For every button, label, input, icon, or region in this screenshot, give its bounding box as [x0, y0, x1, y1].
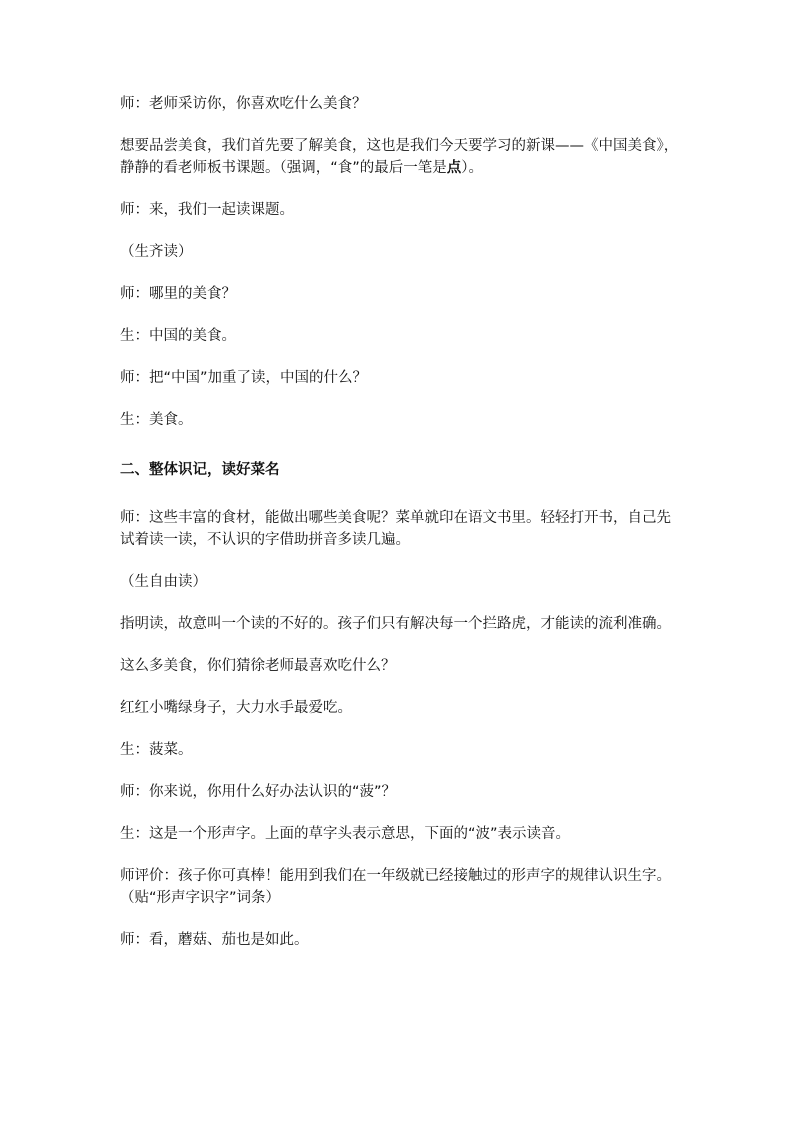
paragraph-tail: ）。 — [461, 160, 484, 176]
paragraph: （生齐读） — [120, 244, 193, 260]
paragraph: 生：中国的美食。 — [120, 328, 236, 344]
paragraph: 红红小嘴绿身子，大力水手最爱吃。 — [120, 700, 352, 716]
document-page — [120, 93, 680, 971]
paragraph: 这么多美食，你们猜徐老师最喜欢吃什么？ — [120, 658, 396, 674]
paragraph: 师：老师采访你，你喜欢吃什么美食？ — [120, 96, 367, 112]
paragraph: 生：菠菜。 — [120, 742, 193, 758]
paragraph: 师：你来说，你用什么好办法认识的“菠”？ — [120, 784, 397, 800]
paragraph: 师评价：孩子你可真棒！能用到我们在一年级就已经接触过的形声字的规律认识生字。（贴“形声字识字”词条） — [120, 868, 671, 906]
paragraph: 师：看，蘑菇、茄也是如此。 — [120, 932, 309, 948]
paragraph: 师：把“中国”加重了读，中国的什么？ — [120, 370, 368, 386]
paragraph — [120, 135, 680, 179]
emphasis-word: 点 — [446, 160, 462, 176]
paragraph: 生：美食。 — [120, 412, 193, 428]
paragraph: 生：这是一个形声字。上面的草字头表示意思，下面的“波”表示读音。 — [120, 826, 571, 842]
paragraph: 指明读，故意叫一个读的不好的。孩子们只有解决每一个拦路虎，才能读的流利准确。 — [120, 616, 671, 632]
paragraph-text: 想要品尝美食，我们首先要了解美食，这也是我们今天要学习的新课——《中国美食》，静静的看老师板书课题。（强调，“食”的最后一笔是 — [120, 138, 679, 176]
paragraph: 师：这些丰富的食材，能做出哪些美食呢？菜单就印在语文书里。轻轻打开书，自己先试着读一读，不认识的字借助拼音多读几遍。 — [120, 510, 671, 548]
paragraph: 师：哪里的美食？ — [120, 286, 236, 302]
section-heading: 二、整体识记，读好菜名 — [120, 462, 280, 478]
paragraph: （生自由读） — [120, 574, 207, 590]
paragraph: 师：来，我们一起读课题。 — [120, 202, 294, 218]
